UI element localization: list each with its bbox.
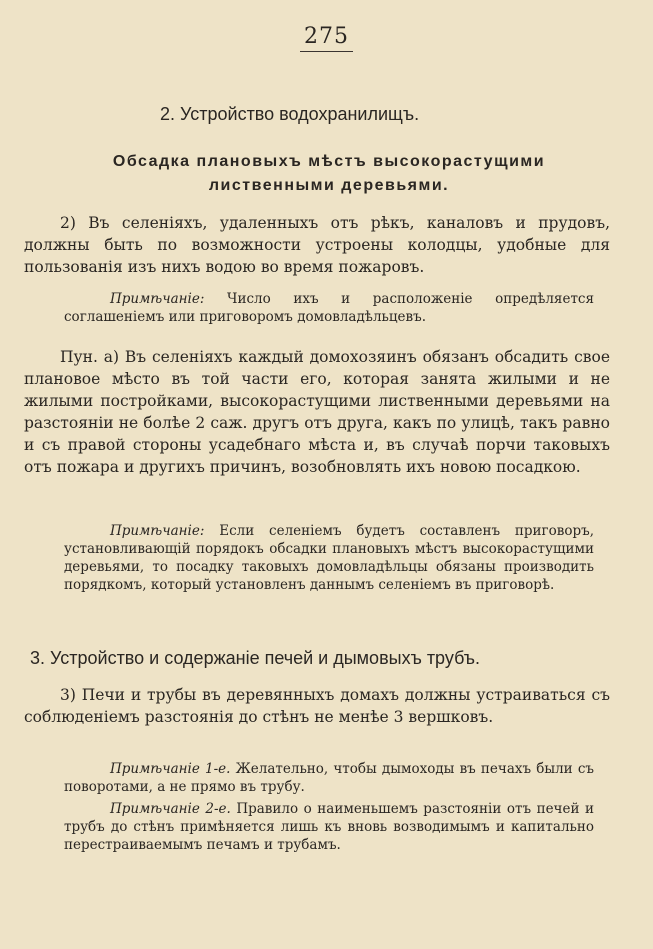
note-4-label: Примѣчаніе 2-е.	[110, 801, 231, 817]
note-4-text: Правило о наименьшемъ разстояніи отъ печей и трубъ до стѣнъ примѣняется лишь къ вновь возводимымъ и капитально перестраиваемымъ печамъ и трубамъ.	[64, 801, 594, 853]
note-2	[64, 522, 594, 594]
note-3-text: Желательно, чтобы дымоходы въ печахъ были съ поворотами, а не прямо въ трубу.	[64, 761, 594, 795]
paragraph-pun-a-text: Пун. а) Въ селеніяхъ каждый домохозяинъ обязанъ обсадить свое плановое мѣсто въ той части его, которая занята жилыми и не жилыми постройками, высокорастущими лиственными деревьями на разстояніи не болѣе 2 саж. другъ отъ друга, какъ по улицѣ, такъ равно и съ правой стороны усадебнаго мѣста и, въ случаѣ порчи таковыхъ отъ пожара и другихъ причинъ, возобновлять ихъ новою посадкою.	[24, 348, 610, 476]
note-1-text: Число ихъ и расположеніе опредѣляется соглашеніемъ или приговоромъ домовладѣльцевъ.	[64, 291, 594, 325]
page-number-text: 275	[300, 24, 353, 52]
paragraph-3	[24, 684, 610, 728]
paragraph-3-text: 3) Печи и трубы въ деревянныхъ домахъ должны устраиваться съ соблюденіемъ разстоянія до стѣнъ не менѣе 3 вершковъ.	[24, 686, 610, 726]
note-1	[64, 290, 594, 326]
note-3-label: Примѣчаніе 1-е.	[110, 761, 231, 777]
paragraph-2-text: 2) Въ селеніяхъ, удаленныхъ отъ рѣкъ, каналовъ и прудовъ, должны быть по возможности устроены колодцы, удобные для пользованія изъ нихъ водою во время пожаровъ.	[24, 214, 610, 276]
section-2-heading: 2. Устройство водохранилищъ.	[160, 104, 420, 124]
note-1-label: Примѣчаніе:	[110, 291, 205, 307]
paragraph-pun-a	[24, 346, 610, 478]
subsection-heading-line-2: лиственными деревьями.	[208, 177, 450, 194]
page-number	[0, 24, 653, 49]
section-3-heading: 3. Устройство и содержаніе печей и дымовыхъ трубъ.	[30, 648, 481, 668]
paragraph-2	[24, 212, 610, 278]
subsection-heading-line-1: Обсадка плановыхъ мѣстъ высокорастущими	[112, 153, 546, 170]
note-3	[64, 760, 594, 796]
note-2-text: Если селеніемъ будетъ составленъ приговоръ, установливающій порядокъ обсадки плановыхъ мѣстъ высокорастущими деревьями, то посадку таковыхъ домовладѣльцы обязаны производить порядкомъ, который установленъ даннымъ селеніемъ въ приговорѣ.	[64, 523, 594, 593]
note-4	[64, 800, 594, 854]
subsection-heading	[24, 150, 634, 198]
note-2-label: Примѣчаніе:	[110, 523, 205, 539]
